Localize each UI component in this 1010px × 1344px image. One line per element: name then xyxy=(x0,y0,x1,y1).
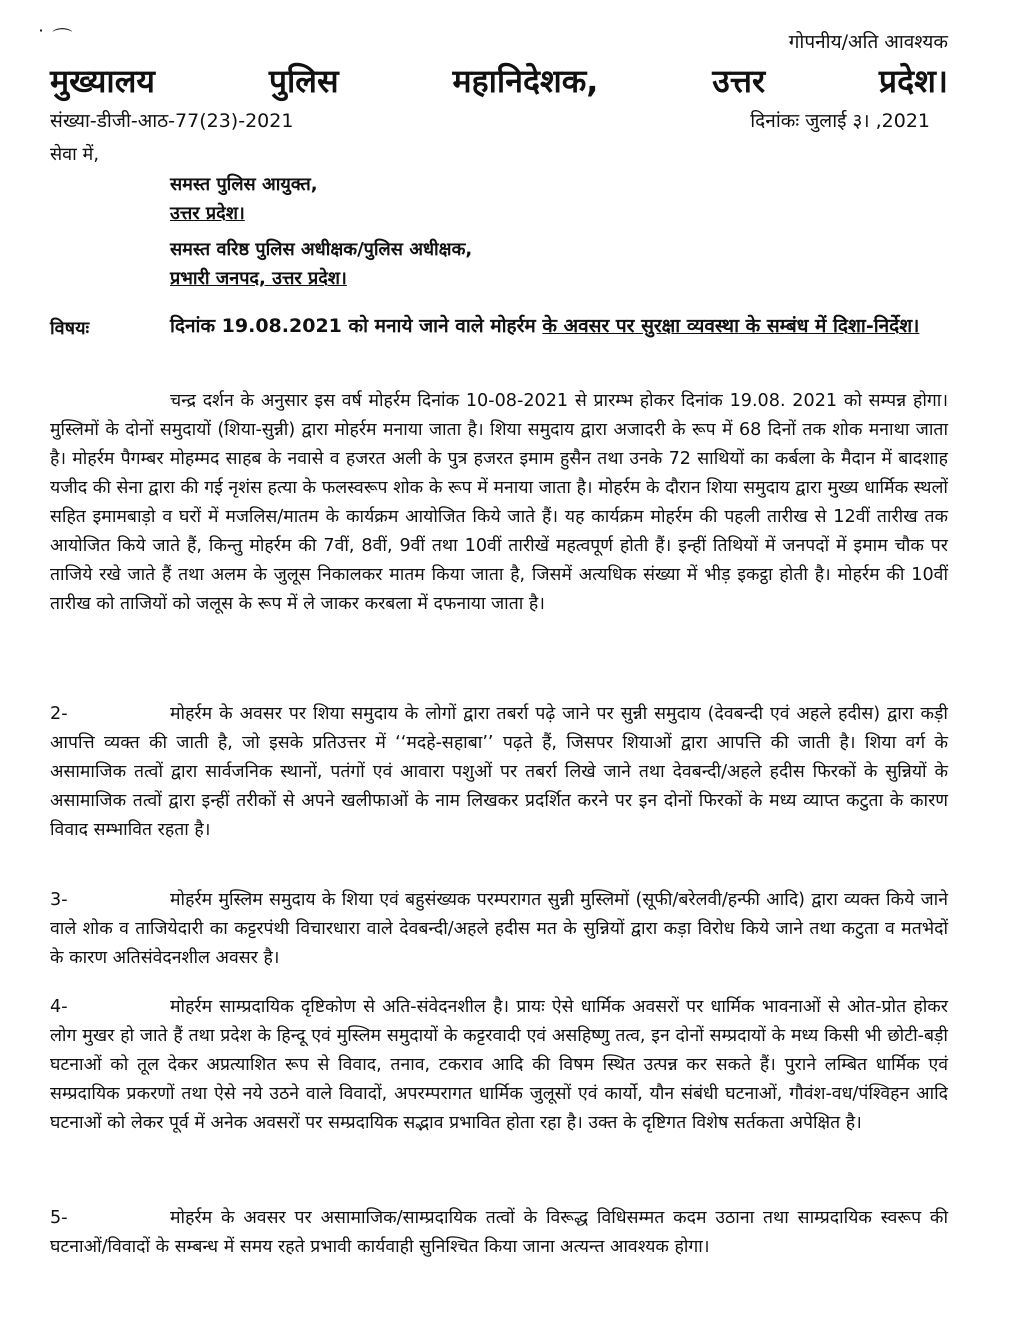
hq-word: पुलिस xyxy=(268,61,339,100)
subject-plain: दिनांक 19.08.2021 को मनाये जाने वाले मोहर्रम xyxy=(170,315,543,337)
hq-word: मुख्यालय xyxy=(50,61,155,100)
corner-mark: ˙ ⌒ xyxy=(36,26,73,50)
recipient-1-line-1: समस्त पुलिस आयुक्त, xyxy=(170,174,318,195)
paragraph-1 xyxy=(50,387,948,619)
recipient-1-line-2: उत्तर प्रदेश। xyxy=(170,203,245,224)
paragraph-number: 3- xyxy=(50,890,68,910)
recipient-2-line-2: प्रभारी जनपद, उत्तर प्रदेश। xyxy=(170,268,347,289)
paragraph-text: मोहर्रम के अवसर पर असामाजिक/साम्प्रदायिक तत्वों के विरूद्ध विधिसम्मत कदम उठाना तथा साम्प्रदायिक स्वरूप की घटनाओं/विवादों के सम्बन्ध में समय रहते प्रभावी कार्यवाही सुनिश्चित किया जाना अत्यन्त आवश्यक होगा। xyxy=(50,1208,948,1257)
headquarters-heading xyxy=(50,60,948,100)
hq-word: उत्तर xyxy=(712,61,766,100)
paragraph-2 xyxy=(50,700,948,845)
reference-number: संख्या-डीजी-आठ-77(23)-2021 xyxy=(50,110,294,132)
subject-underlined: के अवसर पर सुरक्षा व्यवस्था के सम्बंध में दिशा-निर्देश। xyxy=(542,315,920,337)
subject-text xyxy=(170,312,948,341)
paragraph-text: चन्द्र दर्शन के अनुसार इस वर्ष मोहर्रम दिनांक 10-08-2021 से प्रारम्भ होकर दिनांक 19.08. 2021 को सम्पन्न होगा। मुस्लिमों के दोनों समुदायों (शिया-सुन्नी) द्वारा मोहर्रम मनाया जाता है। शिया समुदाय द्वारा अजादरी के रूप में 68 दिनों तक शोक मनाथा जाता है। मोहर्रम पैगम्बर मोहम्मद साहब के नवासे व हजरत अली के पुत्र हजरत इमाम हुसैन तथा उनके 72 साथियों का कर्बला के मैदान में बादशाह यजीद की सेना द्वारा की गई नृशंस हत्या के फलस्वरूप शोक के रूप में मनाया जाता है। मोहर्रम के दौरान शिया समुदाय द्वारा मुख्य धार्मिक स्थलों सहित इमामबाड़ो व घरों में मजलिस/मातम के कार्यक्रम आयोजित किये जाते हैं। यह कार्यक्रम मोहर्रम की पहली तारीख से 12वीं तारीख तक आयोजित किये जाते हैं, किन्तु मोहर्रम की 7वीं, 8वीं, 9वीं तथा 10वीं तारीखें महत्वपूर्ण होती हैं। इन्हीं तिथियों में जनपदों में इमाम चौक पर ताजिये रखे जाते हैं तथा अलम के जुलूस निकालकर मातम किया जाता है, जिसमें अत्यधिक संख्या में भीड़ इकट्ठा होती है। मोहर्रम की 10वीं तारीख को ताजियों को जलूस के रूप में ले जाकर करबला में दफनाया जाता है। xyxy=(50,391,949,614)
salutation: सेवा में, xyxy=(50,144,100,165)
paragraph-5 xyxy=(50,1204,948,1262)
paragraph-number: 2- xyxy=(50,704,68,724)
recipient-2-line-1: समस्त वरिष्ठ पुलिस अधीक्षक/पुलिस अधीक्षक, xyxy=(170,239,473,260)
classification-label: गोपनीय/अति आवश्यक xyxy=(788,31,948,53)
paragraph-number: 5- xyxy=(50,1208,68,1228)
paragraph-3 xyxy=(50,886,948,973)
paragraph-4 xyxy=(50,993,948,1138)
hq-word: महानिदेशक, xyxy=(452,61,599,100)
paragraph-number: 4- xyxy=(50,997,68,1017)
paragraph-text: मोहर्रम साम्प्रदायिक दृष्टिकोण से अति-संवेदनशील है। प्रायः ऐसे धार्मिक अवसरों पर धार्मिक भावनाओं से ओत-प्रोत होकर लोग मुखर हो जाते हैं तथा प्रदेश के हिन्दू एवं मुस्लिम समुदायों के कट्टरवादी एवं असहिष्णु तत्व, इन दोनों सम्प्रदायों के मध्य किसी भी छोटी-बड़ी घटनाओं को तूल देकर अप्रत्याशित रूप से विवाद, तनाव, टकराव आदि की विषम स्थित उत्पन्न कर सकते हैं। पुराने लम्बित धार्मिक एवं सम्प्रदायिक प्रकरणों तथा ऐसे नये उठने वाले विवादों, अपरम्परागत धार्मिक जुलूसों एवं कार्यो, यौन संबंधी घटनाओं, गौवंश-वध/पंश्विहन आदि घटनाओं को लेकर पूर्व में अनेक अवसरों पर सम्प्रदायिक सद्भाव प्रभावित होता रहा है। उक्त के दृष्टिगत विशेष सर्तकता अपेक्षित है। xyxy=(50,997,948,1133)
paragraph-text: मोहर्रम के अवसर पर शिया समुदाय के लोगों द्वारा तबर्रा पढ़े जाने पर सुन्नी समुदाय (देवबन्दी एवं अहले हदीस) द्वारा कड़ी आपत्ति व्यक्त की जाती है, जो इसके प्रतिउत्तर में ‘‘मदहे-सहाबा’’ पढ़ते हैं, जिसपर शियाओं द्वारा आपत्ति की जाती है। शिया वर्ग के असामाजिक तत्वों द्वारा सार्वजनिक स्थानों, पतंगों एवं आवारा पशुओं पर तबर्रा लिखे जाने तथा देवबन्दी/अहले हदीस फिरकों के सुन्नियों के असामाजिक तत्वों द्वारा इन्हीं तरीकों से अपने खलीफाओं के नाम लिखकर प्रदर्शित करने पर इन दोनों फिरकों के मध्य व्याप्त कटुता के कारण विवाद सम्भावित रहता है। xyxy=(50,704,948,840)
hq-word: प्रदेश। xyxy=(878,61,948,100)
paragraph-text: मोहर्रम मुस्लिम समुदाय के शिया एवं बहुसंख्यक परम्परागत सुन्नी मुस्लिमों (सूफी/बरेलवी/हन्फी आदि) द्वारा व्यक्त किये जाने वाले शोक व ताजियेदारी का कट्टरपंथी विचारधारा वाले देवबन्दी/अहले हदीस मत के सुन्नियों द्वारा कड़ा विरोध किये जाने तथा कटुता व मतभेदों के कारण अतिसंवेदनशील अवसर है। xyxy=(50,890,948,968)
subject-label: विषयः xyxy=(50,318,90,339)
letter-date: दिनांकः जुलाई ३। ,2021 xyxy=(750,110,930,132)
